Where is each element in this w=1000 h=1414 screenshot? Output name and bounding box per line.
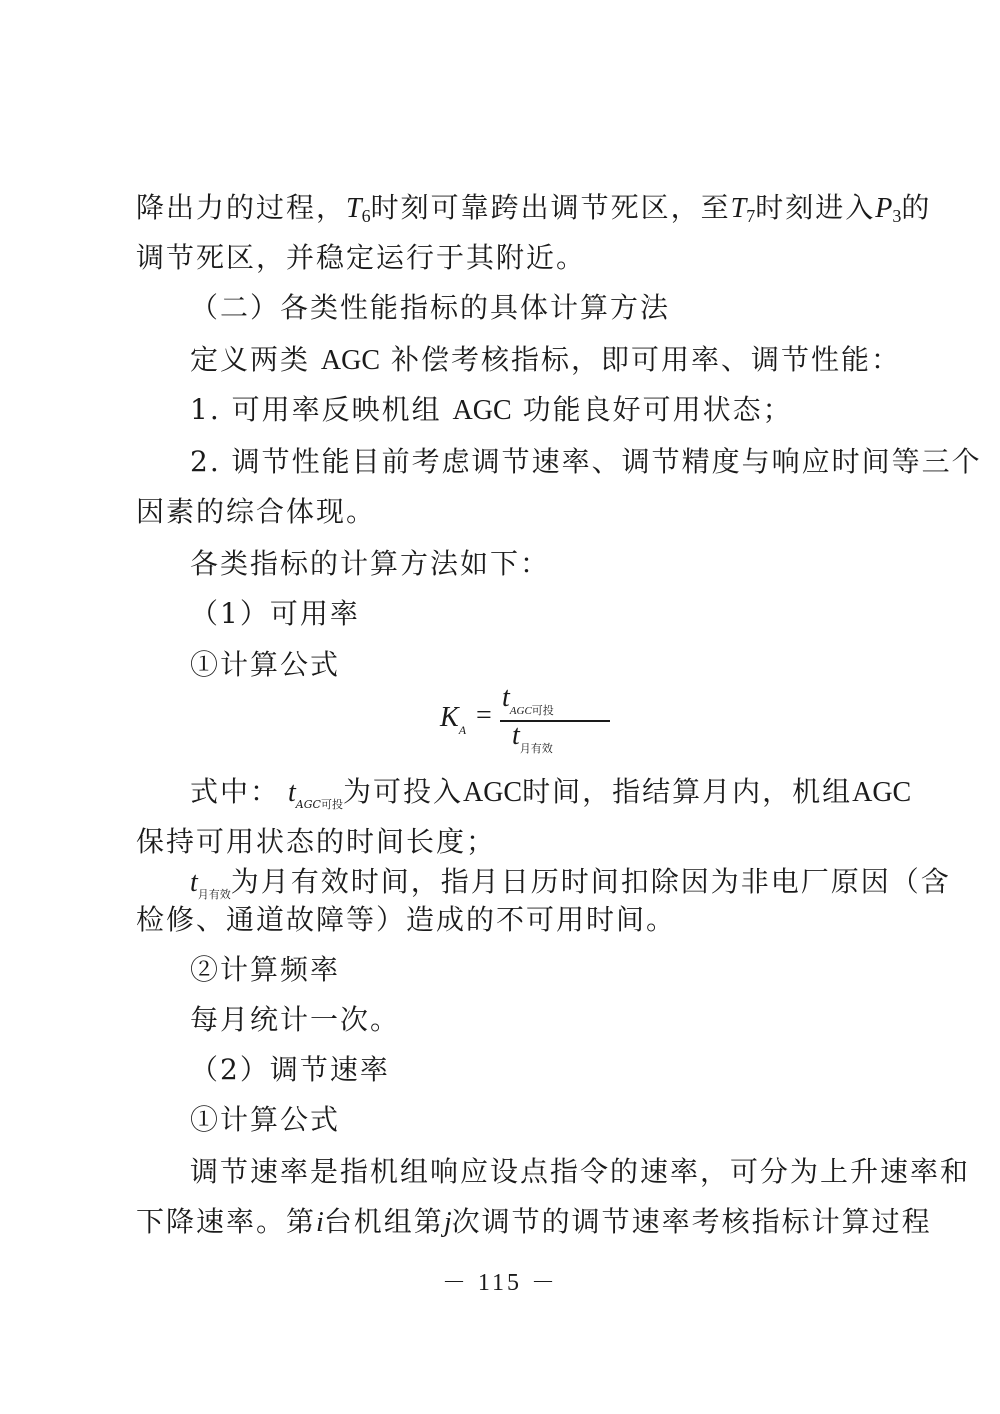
page-number: － 115 － — [441, 1270, 559, 1296]
availability-formula — [440, 682, 600, 762]
formula-label-1: ①计算公式 — [190, 648, 341, 681]
subheading-regulation-rate: （2）调节速率 — [190, 1053, 390, 1086]
text-line-5: 1. 可用率反映机组 AGC 功能良好可用状态； — [190, 393, 793, 426]
text-line-12: 保持可用状态的时间长度； — [136, 825, 497, 858]
subheading-availability: （1）可用率 — [190, 597, 360, 630]
text-line-8: 各类指标的计算方法如下： — [190, 547, 551, 580]
formula-label-3: ①计算公式 — [190, 1103, 341, 1136]
text-line-13: $t_{月有效}$为月有效时间，指月日历时间扣除因为非电厂原因（含 — [190, 865, 951, 901]
text-line-4: 定义两类 AGC 补偿考核指标，即可用率、调节性能： — [190, 343, 901, 376]
text-line-1: 降出力的过程，$T_6$时刻可靠跨出调节死区，至$T_7$时刻进入$P_3$的 — [136, 191, 932, 226]
formula-lhs: $K_A$ — [440, 702, 467, 737]
formula-label-2: ②计算频率 — [190, 953, 341, 986]
text-line-14: 检修、通道故障等）造成的不可用时间。 — [136, 903, 677, 936]
formula-equals: = — [476, 700, 492, 731]
text-line-16: 每月统计一次。 — [190, 1003, 401, 1036]
text-line-2: 调节死区，并稳定运行于其附近。 — [136, 241, 587, 274]
text-line-19: 调节速率是指机组响应设点指令的速率，可分为上升速率和 — [190, 1155, 971, 1188]
text-line-11: 式中： $t_{AGC可投}$为可投入AGC时间，指结算月内，机组AGC — [190, 775, 912, 811]
section-heading-2: （二）各类性能指标的具体计算方法 — [190, 291, 671, 324]
text-line-6: 2. 调节性能目前考虑调节速率、调节精度与响应时间等三个 — [190, 445, 982, 478]
text-line-7: 因素的综合体现。 — [136, 495, 377, 528]
text-line-20: 下降速率。第i台机组第j次调节的调节速率考核指标计算过程 — [136, 1205, 932, 1238]
formula-denominator: $t_{月有效}$ — [512, 720, 553, 755]
formula-numerator: $t_{AGC可投}$ — [502, 682, 554, 717]
